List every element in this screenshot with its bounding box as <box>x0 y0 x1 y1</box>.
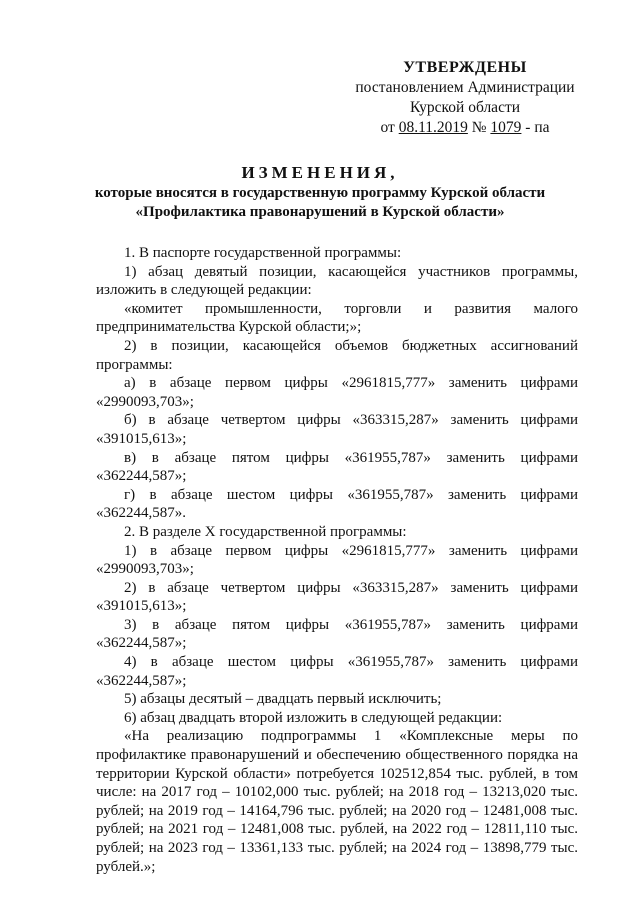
paragraph-section-1-heading: 1. В паспорте государственной программы: <box>124 245 402 261</box>
paragraph-item-2-2: 2) в абзаце четвертом цифры «363315,287» заменить цифрами «391015,613»; <box>96 579 578 615</box>
approval-line-region: Курской области <box>409 99 521 116</box>
paragraph-item-2-1: 1) в абзаце первом цифры «2961815,777» заменить цифрами «2990093,703»; <box>96 542 578 578</box>
document-title-block <box>90 162 550 222</box>
paragraph-subitem-b: б) в абзаце четвертом цифры «363315,287» заменить цифрами «391015,613»; <box>96 412 578 447</box>
number-suffix: - па <box>525 119 550 136</box>
paragraph-subitem-a: а) в абзаце первом цифры «2961815,777» заменить цифрами «2990093,703»; <box>96 375 578 410</box>
paragraph-item-2-4: 4) в абзаце шестом цифры «361955,787» заменить цифрами «362244,587»; <box>96 654 578 689</box>
paragraph-subitem-g: г) в абзаце шестом цифры «361955,787» заменить цифрами «362244,587». <box>96 486 578 522</box>
paragraph-quote-committee: «комитет промышленности, торговли и развития малого предпринимательства Курской области;»; <box>96 300 578 336</box>
date-prefix: от <box>380 119 395 136</box>
document-subtitle-line-1: которые вносятся в государственную программу Курской области <box>94 185 546 201</box>
paragraph-item-2-5: 5) абзацы десятый – двадцать первый исключить; <box>124 691 442 708</box>
approved-heading: УТВЕРЖДЕНЫ <box>403 59 527 76</box>
paragraph-section-2-heading: 2. В разделе X государственной программы: <box>124 523 407 540</box>
paragraph-quote-subprogram-1: «На реализацию подпрограммы 1 «Комплексные меры по профилактике правонарушений и обеспечению общественного порядка на территории Курской области» потребуется 102512,854 тыс. рублей, в том числе: на 2017 год – 10102,000 тыс. рублей; на 2018 год – 13213,020 тыс. рублей; на 2019 год – 14164,796 тыс. рублей; на 2020 год – 12481,008 тыс. рублей; на 2021 год – 12481,008 тыс. рублей, на 2022 год – 12811,110 тыс. рублей; на 2023 год – 13361,133 тыс. рублей; на 2024 год – 13898,779 тыс. рублей.»; <box>96 728 578 875</box>
document-subtitle-line-2: «Профилактика правонарушений в Курской области» <box>135 204 505 220</box>
decree-number: 1079 <box>490 119 522 136</box>
decree-date: 08.11.2019 <box>398 119 468 136</box>
approval-date-line <box>340 118 590 138</box>
paragraph-item-2-3: 3) в абзаце пятом цифры «361955,787» заменить цифрами «362244,587»; <box>96 616 578 652</box>
approval-stamp-block <box>340 58 590 138</box>
document-title: ИЗМЕНЕНИЯ, <box>241 163 399 182</box>
paragraph-item-2-6: 6) абзац двадцать второй изложить в следующей редакции: <box>124 709 503 726</box>
paragraph-subitem-v: в) в абзаце пятом цифры «361955,787» заменить цифрами «362244,587»; <box>96 449 578 485</box>
approval-line-administration: постановлением Администрации <box>355 79 575 96</box>
paragraph-item-1-1: 1) абзац девятый позиции, касающейся участников программы, изложить в следующей редакции: <box>96 263 578 299</box>
document-body <box>96 244 578 876</box>
paragraph-item-1-2: 2) в позиции, касающейся объемов бюджетных ассигнований программы: <box>96 337 578 373</box>
number-prefix: № <box>471 119 487 136</box>
